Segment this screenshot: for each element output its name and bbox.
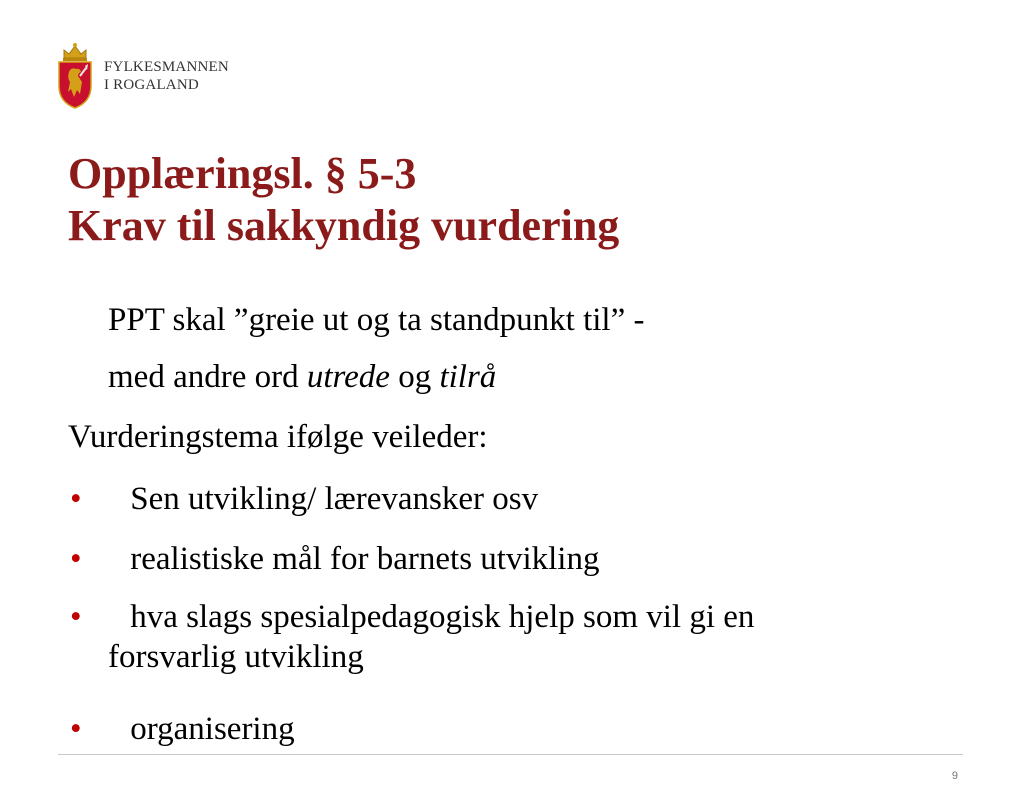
emphasis-utrede: utrede <box>306 359 390 395</box>
bullet-dot: • <box>70 481 82 517</box>
slide-title-line2: Krav til sakkyndig vurdering <box>68 201 620 250</box>
page-number: 9 <box>951 770 958 782</box>
slide-title <box>68 148 968 252</box>
bullet-dot: • <box>70 541 82 577</box>
bullet-item <box>68 479 948 519</box>
bullet-dot: • <box>70 711 82 747</box>
bullet-item <box>68 709 948 749</box>
slide-title-line1: Opplæringsl. § 5-3 <box>68 149 417 198</box>
second-line-middle: og <box>389 359 440 395</box>
bullet-continuation: forsvarlig utvikling <box>108 639 364 675</box>
organization-logo <box>56 42 229 110</box>
bullet-dot: • <box>70 599 82 635</box>
bullet-item <box>68 597 948 677</box>
emphasis-tilra: tilrå <box>439 359 497 395</box>
coat-of-arms-icon <box>56 42 94 110</box>
organization-name <box>104 58 229 94</box>
organization-name-line2: I ROGALAND <box>104 77 199 93</box>
bullet-text: hva slags spesialpedagogisk hjelp som vil gi en <box>122 599 755 635</box>
intro-line: PPT skal ”greie ut og ta standpunkt til” - <box>108 302 645 338</box>
organization-name-line1: FYLKESMANNEN <box>104 59 229 75</box>
section-heading: Vurderingstema ifølge veileder: <box>68 419 488 455</box>
second-line-prefix: med andre ord <box>108 359 307 395</box>
bullet-text: realistiske mål for barnets utvikling <box>122 541 600 577</box>
bullet-text: organisering <box>122 711 295 747</box>
footer-divider <box>58 754 963 755</box>
second-line <box>68 357 496 397</box>
bullet-item <box>68 539 948 579</box>
bullet-text: Sen utvikling/ lærevansker osv <box>122 481 539 517</box>
